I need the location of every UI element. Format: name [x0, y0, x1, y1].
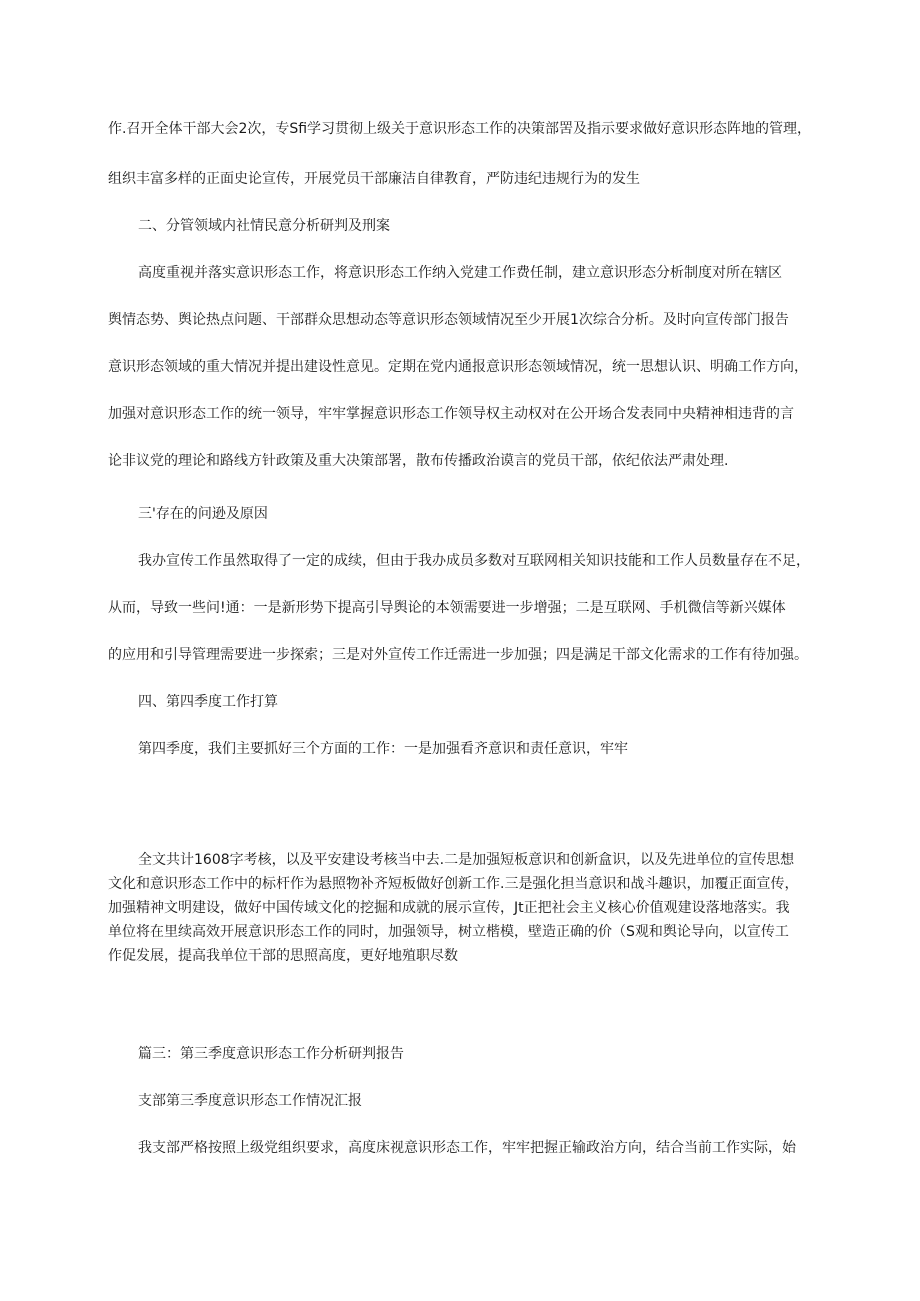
paragraph-line: 我办宣传工作虽然取得了一定的成续，但由于我办成员多数对互联网相关知识技能和工作人员数量存在不足，: [138, 553, 810, 569]
paragraph-line: 单位将在里续高效开展意识形态工作的同时，加强领导，树立楷模，壁造正确的价（S观和舆论导向，以宣传工: [108, 924, 789, 940]
paragraph-line: 全文共计1608字考核，以及平安建设考核当中去.二是加强短板意识和创新盒识，以及先进单位的宣传思想: [138, 852, 795, 868]
section-heading: 四、第四季度工作打算: [138, 694, 278, 710]
paragraph-line: 加强对意识形态工作的统一领导，牢牢掌握意识形态工作领导权主动权对在公开场合发表同中央精神相违背的言: [108, 406, 794, 422]
paragraph-line: 作促发展，提高我单位干部的思照高度，更好地殖职尽数: [108, 948, 458, 964]
paragraph-line: 的应用和引导管理需要进一步探索；三是对外宣传工作迁需进一步加强；四是满足干部文化需求的工作有待加强。: [108, 647, 808, 663]
paragraph-line: 我支部严格按照上级党组织要求，高度床视意识形态工作，牢牢把握正输政治方向，结合当前工作实际，始: [138, 1140, 796, 1156]
paragraph-line: 组织丰富多样的正面史论宣传，开展党员干部廉洁自律教育，严防违纪违规行为的发生: [108, 171, 640, 187]
paragraph-line: 第四季度，我们主要抓好三个方面的工作：一是加强看齐意识和责任意识，牢牢: [138, 741, 628, 757]
paragraph-line: 论非议党的理论和路线方针政策及重大决策部署，散布传播政治谟言的党员干部，依纪依法严肃处理.: [108, 453, 729, 469]
paragraph-line: 意识形态领域的重大情况并提出建设性意见。定期在党内通报意识形态领域情况，统一思想认识、明确工作方向，: [108, 359, 808, 375]
paragraph-line: 加强精神文明建设，做好中国传域文化的挖掘和成就的展示宣传，Jt正把社会主义核心价值观建设落地落实。我: [108, 900, 790, 916]
paragraph-line: 文化和意识形态工作中的标杆作为悬照物补齐短板做好创新工作.三是强化担当意识和战斗趣识，加覆正面宣传，: [108, 876, 799, 892]
paragraph-line: 从而，导致一些问!通：一是新形势下提高引导舆论的本领需要进一步增强；二是互联网、手机微信等新兴媒体: [108, 600, 786, 616]
section-heading: 二、分管领域内社情民意分析研判及刑案: [138, 218, 390, 234]
document-title: 篇三：第三季度意识形态工作分析研判报告: [138, 1046, 404, 1062]
section-heading: 三'存在的问逊及原因: [138, 506, 268, 522]
paragraph-line: 高度重视并落实意识形态工作，将意识形态工作纳入党建工作费任制，建立意识形态分析制度对所在辖区: [138, 265, 782, 281]
paragraph-line: 舆情态势、舆论热点问题、干部群众思想动态等意识形态领域情况至少开展1次综合分析。及时向宣传部门报告: [108, 312, 789, 328]
document-subtitle: 支部第三季度意识形态工作情况汇报: [138, 1093, 362, 1109]
paragraph-line: 作.召开全体干部大会2次，专Sfi学习贯彻上级关于意识形态工作的决策部罟及指示要求做好意识形态阵地的管理，: [108, 121, 812, 137]
